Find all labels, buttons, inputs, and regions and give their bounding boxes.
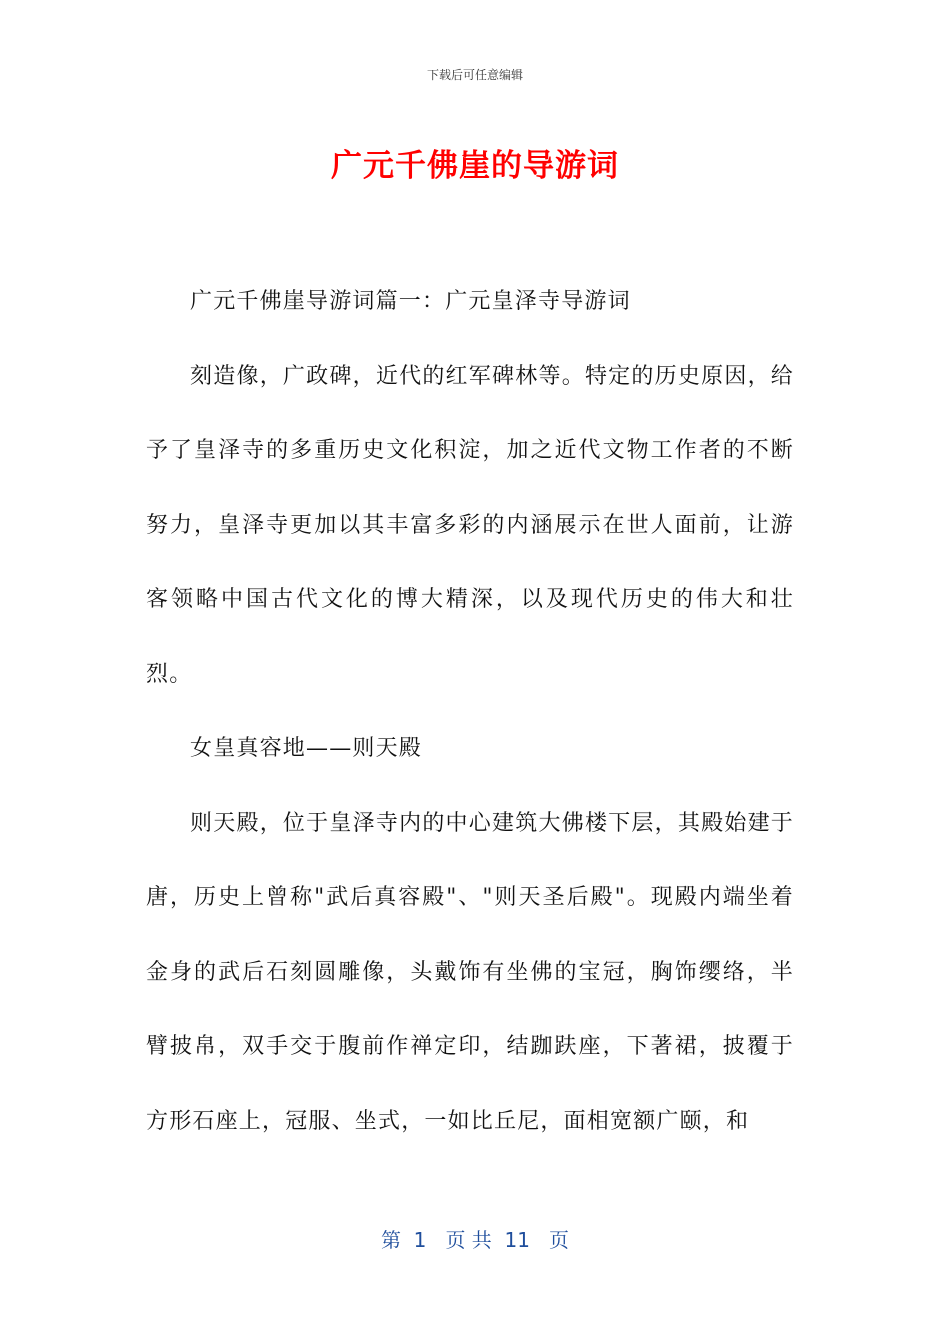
page-number: 第 1 页 共 11 页 — [380, 1228, 570, 1252]
paragraph: 则天殿，位于皇泽寺内的中心建筑大佛楼下层，其殿始建于唐，历史上曾称"武后真容殿"、"则天圣后殿"。现殿内端坐着金身的武后石刻圆雕像，头戴饰有坐佛的宝冠，胸饰缨络，半臂披帛，双手交于腹前作禅定印，结跏趺座，下著裙，披覆于方形石座上，冠服、坐式，一如比丘尼，面相宽额广颐，和 — [146, 810, 794, 1134]
paragraph-heading-2: 女皇真容地——则天殿 — [190, 736, 423, 761]
header-note: 下载后可任意编辑 — [426, 68, 523, 82]
document-title: 广元千佛崖的导游词 — [331, 148, 619, 184]
document-body — [146, 265, 794, 1159]
paragraph-heading-1: 广元千佛崖导游词篇一：广元皇泽寺导游词 — [190, 289, 631, 314]
paragraph: 刻造像，广政碑，近代的红军碑林等。特定的历史原因，给予了皇泽寺的多重历史文化积淀，加之近代文物工作者的不断努力，皇泽寺更加以其丰富多彩的内涵展示在世人面前，让游客领略中国古代文化的博大精深，以及现代历史的伟大和壮烈。 — [146, 363, 794, 687]
